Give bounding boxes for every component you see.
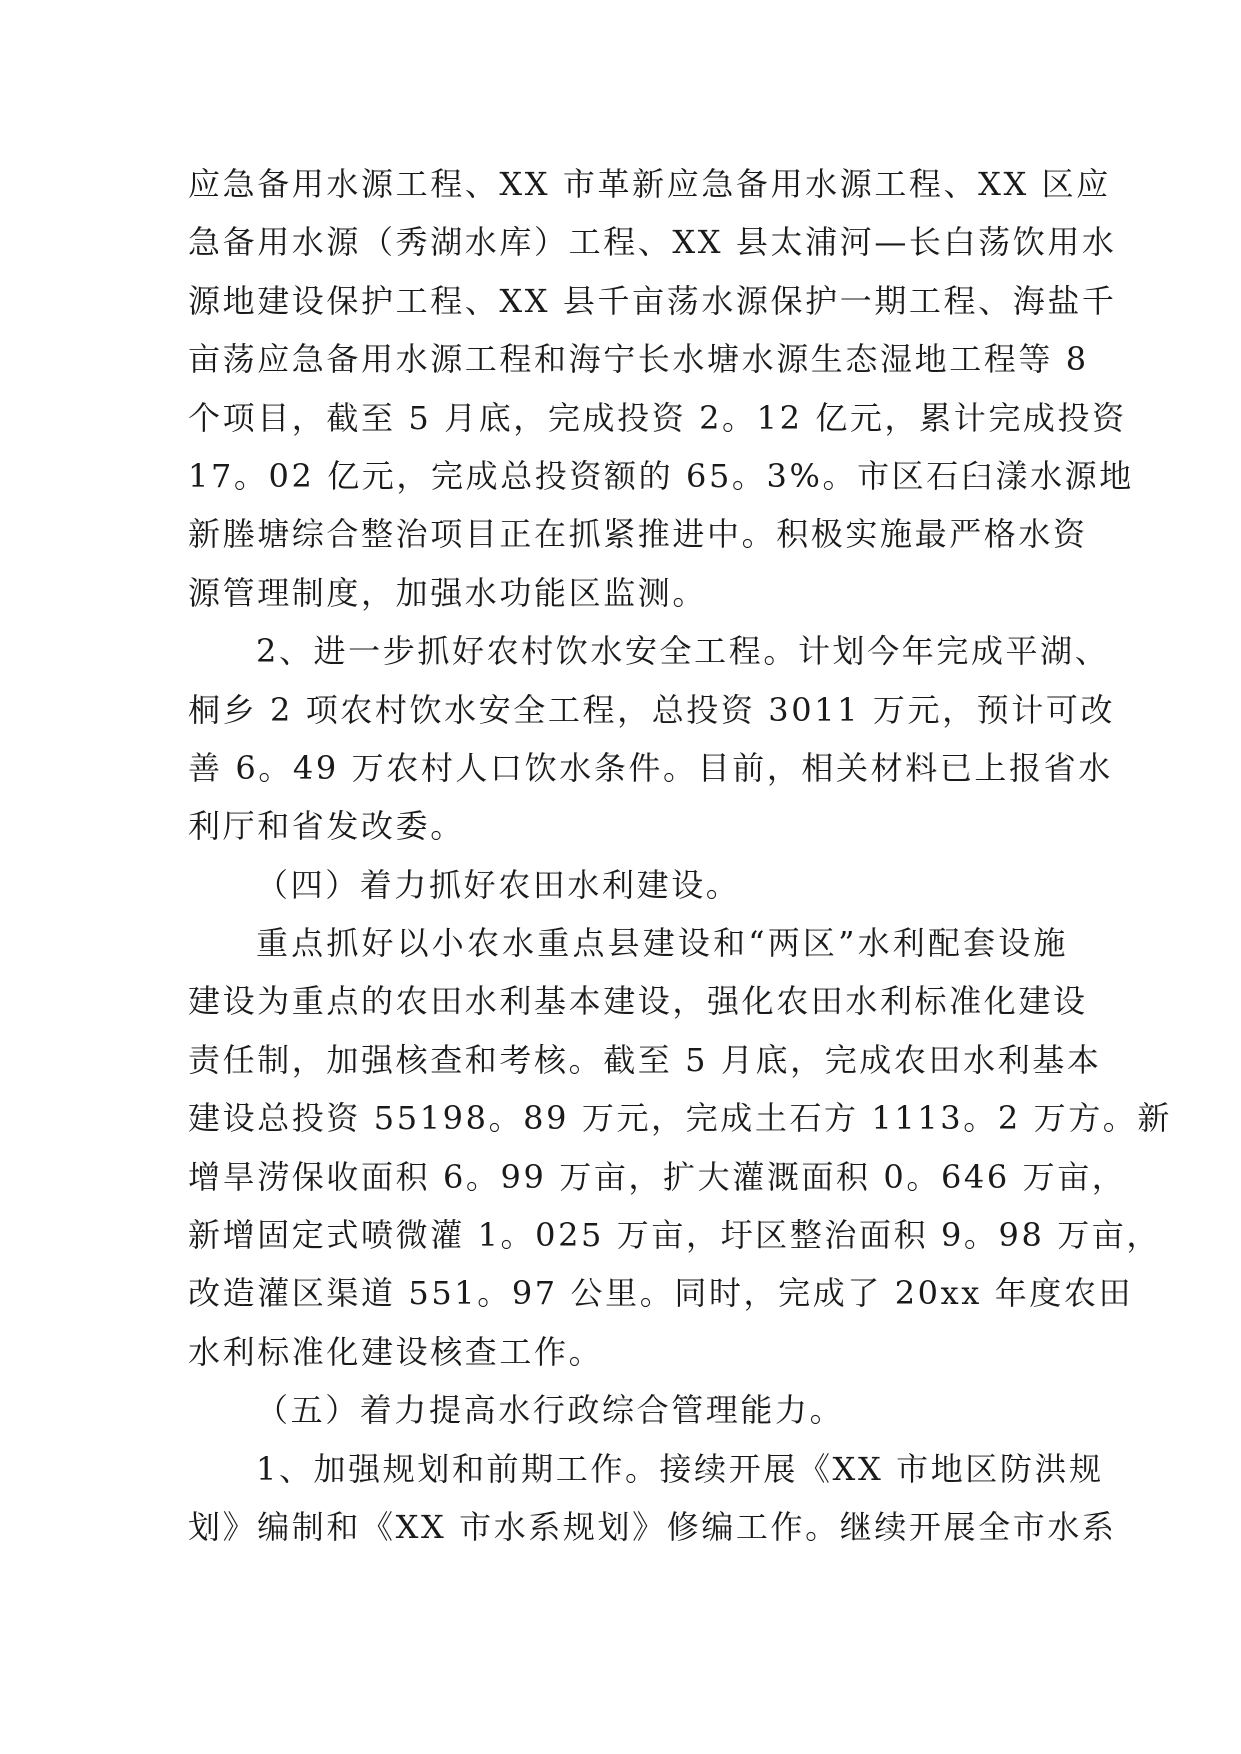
text-line: 应急备用水源工程、XX 市革新应急备用水源工程、XX 区应 (188, 165, 1111, 203)
paragraph-water-source-projects (188, 155, 1134, 622)
text-line: 建设总投资 55198。89 万元，完成土石方 1113。2 万方。新 (188, 1099, 1173, 1138)
text-line: 源管理制度，加强水功能区监测。 (188, 573, 708, 612)
text-line: 源地建设保护工程、XX 县千亩荡水源保护一期工程、海盐千 (188, 281, 1117, 320)
text-line: 急备用水源（秀湖水库）工程、XX 县太浦河—长白荡饮用水 (188, 223, 1117, 262)
text-line: 水利标准化建设核查工作。 (188, 1332, 604, 1371)
section-heading-text: （五）着力提高水行政综合管理能力。 (256, 1391, 845, 1430)
text-line: 新增固定式喷微灌 1。025 万亩，圩区整治面积 9。98 万亩， (188, 1216, 1162, 1255)
text-line: 责任制，加强核查和考核。截至 5 月底，完成农田水利基本 (188, 1040, 1102, 1079)
section-heading-text: （四）着力抓好农田水利建设。 (256, 865, 741, 904)
text-line: 17。02 亿元，完成总投资额的 65。3%。市区石臼漾水源地 (188, 456, 1134, 495)
text-line: 桐乡 2 项农村饮水安全工程，总投资 3011 万元，预计可改 (188, 690, 1116, 729)
text-line: 利厅和省发改委。 (188, 807, 465, 846)
text-line: 改造灌区渠道 551。97 公里。同时，完成了 20xx 年度农田 (188, 1274, 1134, 1313)
text-line: 个项目，截至 5 月底，完成投资 2。12 亿元，累计完成投资 (188, 398, 1127, 437)
section-heading-4 (188, 856, 1068, 914)
text-line: 增旱涝保收面积 6。99 万亩，扩大灌溉面积 0。646 万亩， (188, 1157, 1127, 1196)
text-line: 亩荡应急备用水源工程和海宁长水塘水源生态湿地工程等 8 (188, 340, 1089, 379)
document-body (188, 155, 1173, 1556)
text-line: 2、进一步抓好农村饮水安全工程。计划今年完成平湖、 (256, 632, 1110, 671)
section-heading-5 (188, 1381, 1068, 1439)
text-line: 善 6。49 万农村人口饮水条件。目前，相关材料已上报省水 (188, 748, 1113, 787)
text-line: 划》编制和《XX 市水系规划》修编工作。继续开展全市水系 (188, 1507, 1117, 1546)
text-line: 新塍塘综合整治项目正在抓紧推进中。积极实施最严格水资 (188, 515, 1088, 554)
paragraph-farmland-water (188, 914, 1173, 1381)
text-line: 1、加强规划和前期工作。接续开展《XX 市地区防洪规 (256, 1449, 1104, 1488)
text-line: 建设为重点的农田水利基本建设，强化农田水利标准化建设 (188, 982, 1088, 1021)
paragraph-rural-drinking-water (188, 622, 1116, 856)
text-line: 重点抓好以小农水重点县建设和“两区”水利配套设施 (256, 924, 1068, 963)
paragraph-planning (188, 1440, 1117, 1557)
